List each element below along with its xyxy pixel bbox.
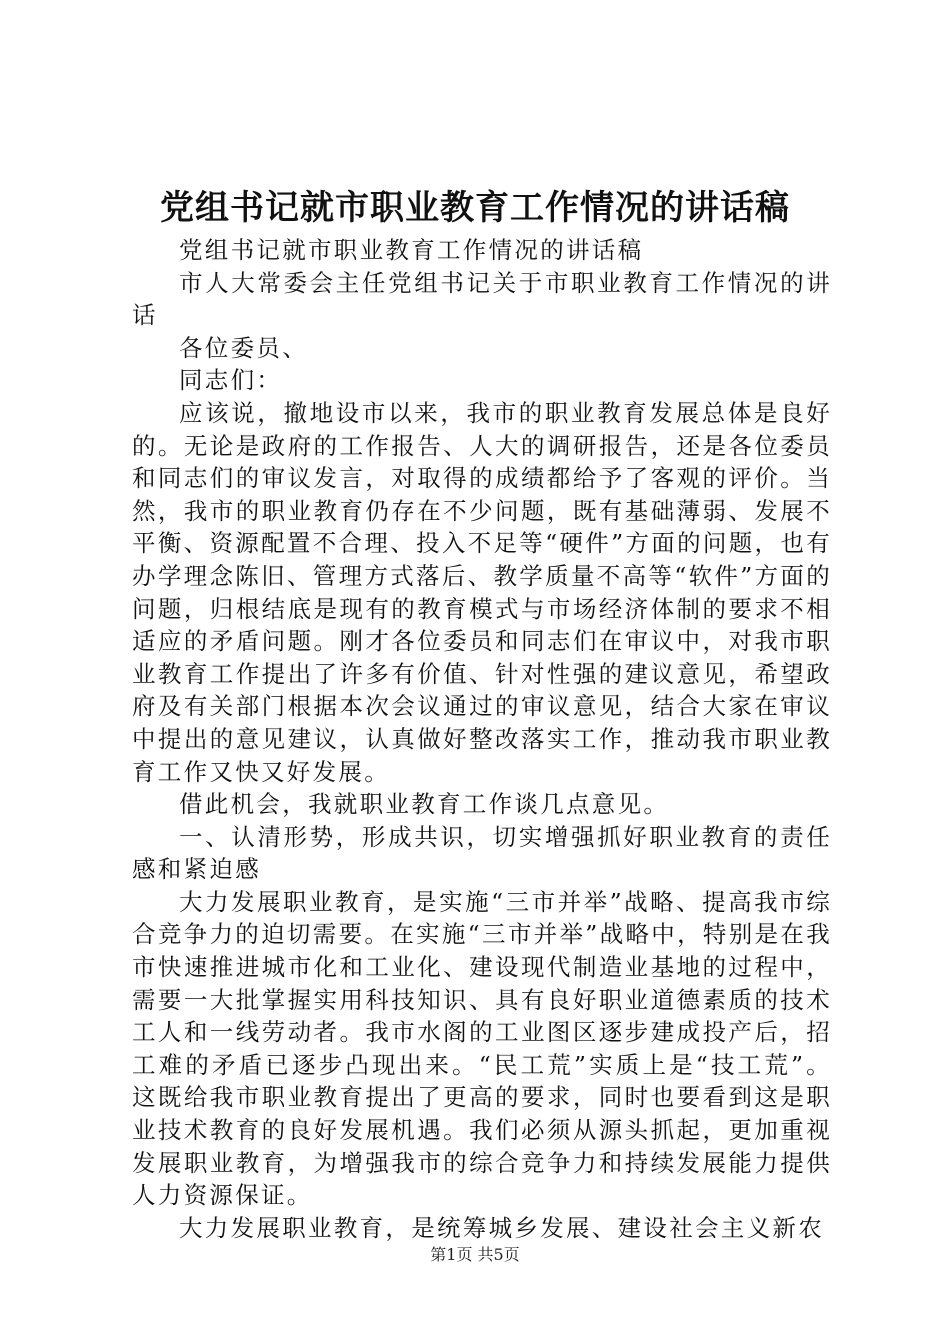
paragraph-body: 大力发展职业教育，是实施“三市并举”战略、提高我市综合竞争力的迫切需要。在实施“三市并举”战略中，特别是在我市快速推进城市化和工业化、建设现代制造业基地的过程中，需要一大批掌握实用科技知识、具有良好职业道德素质的技术工人和一线劳动者。我市水阁的工业图区逐步建成投产后，招工难的矛盾已逐步凸现出来。“民工荒”实质上是“技工荒”。这既给我市职业教育提出了更高的要求，同时也要看到这是职业技术教育的良好发展机遇。我们必须从源头抓起，更加重视发展职业教育，为增强我市的综合竞争力和持续发展能力提供人力资源保证。: [132, 887, 832, 1210]
paragraph-salutation-comrades: 同志们：: [179, 366, 283, 395]
paragraph-speech-heading: 市人大常委会主任党组书记关于市职业教育工作情况的讲话: [132, 268, 832, 330]
paragraph-section-heading: 一、认清形势，形成共识，切实增强抓好职业教育的责任感和紧迫感: [132, 822, 832, 884]
document-body: [132, 234, 832, 1244]
paragraph-body: 借此机会，我就职业教育工作谈几点意见。: [179, 790, 670, 819]
paragraph-salutation-members: 各位委员、: [179, 333, 308, 362]
page-number-footer: 第1页 共5页: [430, 1245, 520, 1264]
document-title: 党组书记就市职业教育工作情况的讲话稿: [160, 188, 790, 228]
paragraph-subtitle: 党组书记就市职业教育工作情况的讲话稿: [179, 236, 644, 264]
paragraph-body: 大力发展职业教育，是统筹城乡发展、建设社会主义新农: [179, 1213, 824, 1242]
paragraph-body: 应该说，撤地设市以来，我市的职业教育发展总体是良好的。无论是政府的工作报告、人大的调研报告，还是各位委员和同志们的审议发言，对取得的成绩都给予了客观的评价。当然，我市的职业教育仍存在不少问题，既有基础薄弱、发展不平衡、资源配置不合理、投入不足等“硬件”方面的问题，也有办学理念陈旧、管理方式落后、教学质量不高等“软件”方面的问题，归根结底是现有的教育模式与市场经济体制的要求不相适应的矛盾问题。刚才各位委员和同志们在审议中，对我市职业教育工作提出了许多有价值、针对性强的建议意见，希望政府及有关部门根据本次会议通过的审议意见，结合大家在审议中提出的意见建议，认真做好整改落实工作，推动我市职业教育工作又快又好发展。: [132, 398, 832, 786]
